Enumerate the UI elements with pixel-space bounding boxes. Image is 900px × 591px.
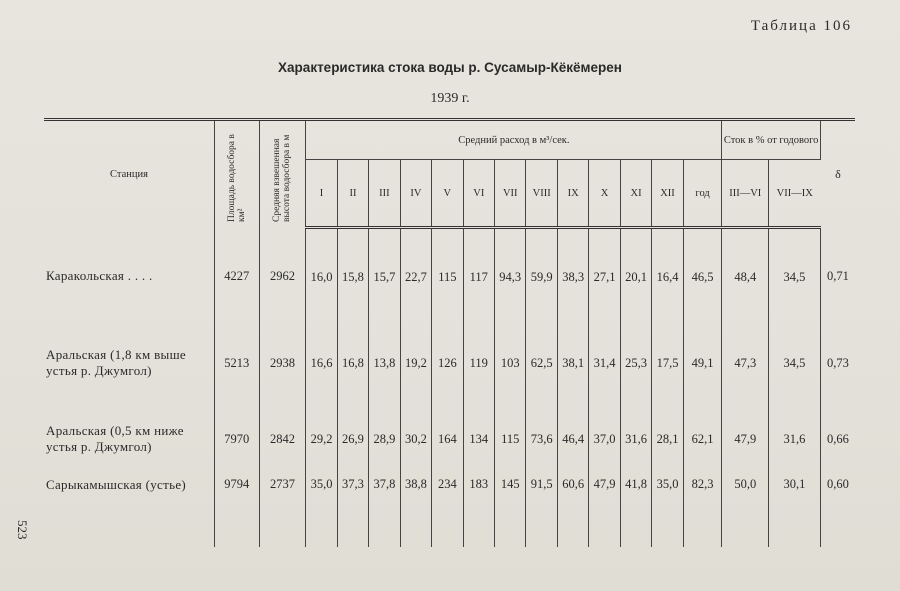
flow-value: 13,8 — [369, 325, 400, 401]
flow-value: 134 — [463, 401, 494, 477]
flow-value: 19,2 — [400, 325, 431, 401]
flow-value: 15,8 — [337, 228, 368, 326]
station-name: Аральская (0,5 км ниже устья р. Джумгол) — [44, 401, 214, 477]
flow-value: 16,4 — [652, 228, 683, 326]
height-value: 2842 — [259, 401, 306, 477]
flow-value: 16,8 — [337, 325, 368, 401]
delta-value: 0,66 — [826, 431, 849, 446]
flow-value: 115 — [495, 401, 526, 477]
header-month: V — [432, 160, 463, 228]
pct-value: 31,6 — [769, 401, 821, 477]
flow-value: 20,1 — [620, 228, 651, 326]
header-month: год — [683, 160, 722, 228]
flow-value: 73,6 — [526, 401, 557, 477]
header-period: VII—IX — [769, 160, 821, 228]
flow-value: 16,0 — [306, 228, 337, 326]
station-name: Аральская (1,8 км выше устья р. Джумгол) — [44, 325, 214, 401]
flow-value: 91,5 — [526, 477, 557, 547]
flow-value: 16,6 — [306, 325, 337, 401]
flow-value: 60,6 — [557, 477, 588, 547]
flow-value: 59,9 — [526, 228, 557, 326]
page-number: 523 — [15, 520, 30, 540]
delta-value: 0,60 — [826, 477, 849, 491]
area-value: 9794 — [214, 477, 259, 547]
table-row — [44, 228, 855, 326]
flow-value: 31,6 — [620, 401, 651, 477]
flow-value: 145 — [495, 477, 526, 547]
table-title: Характеристика стока воды р. Сусамыр-Кёкёмерен — [278, 60, 622, 75]
height-value: 2962 — [259, 228, 306, 326]
flow-value: 17,5 — [652, 325, 683, 401]
flow-value: 35,0 — [652, 477, 683, 547]
pct-value: 30,1 — [769, 477, 821, 547]
flow-value: 28,9 — [369, 401, 400, 477]
table-label: Таблица 106 — [750, 18, 852, 34]
header-month: X — [589, 160, 620, 228]
flow-value: 47,9 — [589, 477, 620, 547]
flow-value: 126 — [432, 325, 463, 401]
flow-value: 28,1 — [652, 401, 683, 477]
runoff-table — [44, 118, 855, 547]
flow-value: 22,7 — [400, 228, 431, 326]
pct-value: 34,5 — [769, 228, 821, 326]
header-runoff-pct: Сток в % от годового — [722, 120, 820, 160]
header-month: II — [337, 160, 368, 228]
header-delta: δ — [820, 120, 855, 228]
flow-value: 46,4 — [557, 401, 588, 477]
flow-value: 37,0 — [589, 401, 620, 477]
pct-value: 34,5 — [769, 325, 821, 401]
pct-value: 48,4 — [722, 228, 769, 326]
flow-value: 29,2 — [306, 401, 337, 477]
header-station: Станция — [44, 120, 214, 228]
delta-value: 0,73 — [826, 355, 849, 370]
pct-value: 47,9 — [722, 401, 769, 477]
table-row — [44, 401, 855, 477]
header-month: XII — [652, 160, 683, 228]
header-height: Средняя взвешенная высота водосбора в м — [259, 120, 306, 228]
flow-value: 183 — [463, 477, 494, 547]
flow-value: 31,4 — [589, 325, 620, 401]
flow-value: 234 — [432, 477, 463, 547]
pct-value: 50,0 — [722, 477, 769, 547]
delta-value: 0,71 — [826, 268, 849, 283]
header-month: III — [369, 160, 400, 228]
header-month: IX — [557, 160, 588, 228]
pct-value: 47,3 — [722, 325, 769, 401]
flow-value: 26,9 — [337, 401, 368, 477]
flow-value: 38,8 — [400, 477, 431, 547]
flow-value: 38,3 — [557, 228, 588, 326]
flow-value: 119 — [463, 325, 494, 401]
header-avg-flow: Средний расход в м³/сек. — [306, 120, 722, 160]
height-value: 2737 — [259, 477, 306, 547]
table-year: 1939 г. — [430, 91, 470, 106]
station-name: Каракольская . . . . — [44, 228, 214, 326]
flow-value: 82,3 — [683, 477, 722, 547]
flow-value: 164 — [432, 401, 463, 477]
table-row — [44, 325, 855, 401]
flow-value: 37,8 — [369, 477, 400, 547]
flow-value: 115 — [432, 228, 463, 326]
header-month: VI — [463, 160, 494, 228]
flow-value: 117 — [463, 228, 494, 326]
area-value: 7970 — [214, 401, 259, 477]
area-value: 5213 — [214, 325, 259, 401]
header-period: III—VI — [722, 160, 769, 228]
header-month: VII — [495, 160, 526, 228]
height-value: 2938 — [259, 325, 306, 401]
flow-value: 25,3 — [620, 325, 651, 401]
header-month: IV — [400, 160, 431, 228]
station-name: Сарыкамышская (устье) — [44, 477, 214, 547]
flow-value: 62,5 — [526, 325, 557, 401]
flow-value: 94,3 — [495, 228, 526, 326]
flow-value: 27,1 — [589, 228, 620, 326]
flow-value: 15,7 — [369, 228, 400, 326]
flow-value: 46,5 — [683, 228, 722, 326]
flow-value: 37,3 — [337, 477, 368, 547]
header-area: Площадь водосбора в км² — [214, 120, 259, 228]
flow-value: 35,0 — [306, 477, 337, 547]
flow-value: 30,2 — [400, 401, 431, 477]
flow-value: 103 — [495, 325, 526, 401]
flow-value: 62,1 — [683, 401, 722, 477]
header-month: VIII — [526, 160, 557, 228]
table-row — [44, 477, 855, 547]
header-month: I — [306, 160, 337, 228]
flow-value: 41,8 — [620, 477, 651, 547]
flow-value: 38,1 — [557, 325, 588, 401]
header-month: XI — [620, 160, 651, 228]
area-value: 4227 — [214, 228, 259, 326]
flow-value: 49,1 — [683, 325, 722, 401]
